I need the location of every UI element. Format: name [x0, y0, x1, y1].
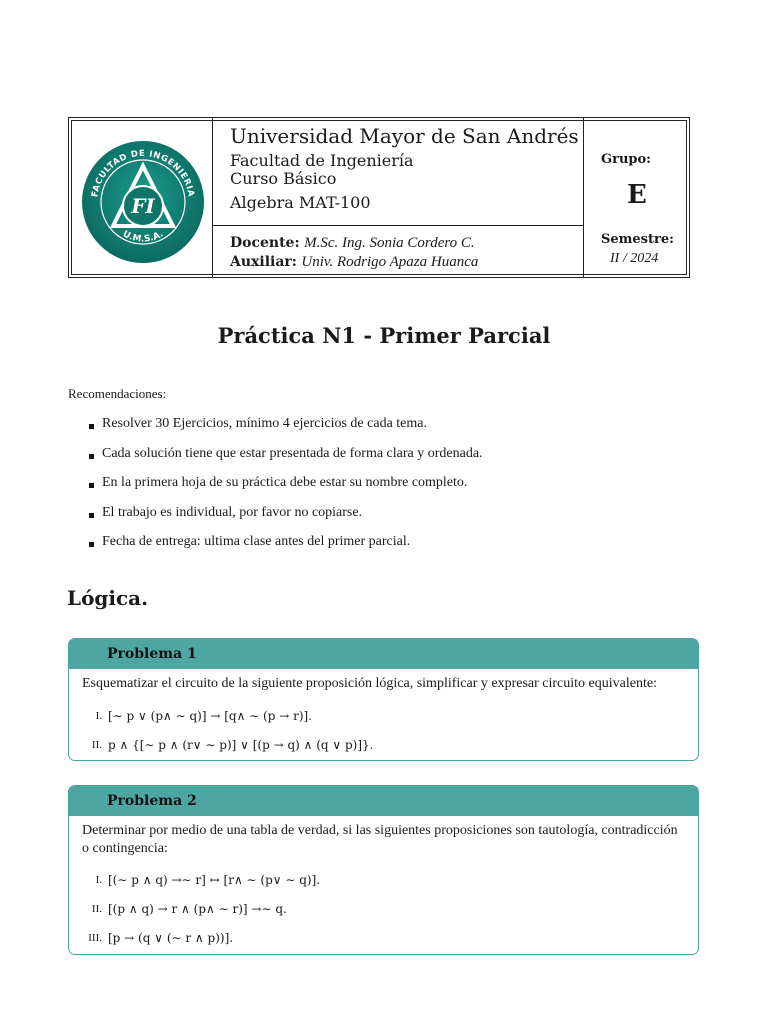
problem-statement: Esquematizar el circuito de la siguiente proposición lógica, simplificar y expresar circuito equivalente:: [82, 676, 657, 691]
page-title: Práctica N1 - Primer Parcial: [217, 323, 551, 348]
item-number: II.: [91, 903, 102, 915]
problem-title: Problema 2: [69, 786, 698, 816]
problem-box-1: [68, 638, 699, 761]
docente-row: [230, 235, 475, 252]
problem-item: [82, 900, 686, 929]
recommendation-item: En la primera hoja de su práctica debe estar su nombre completo.: [88, 475, 483, 505]
course-name: Curso Básico: [230, 169, 337, 188]
recommendations-list: [88, 416, 483, 564]
recommendation-item: Resolver 30 Ejercicios, mínimo 4 ejercicios de cada tema.: [88, 416, 483, 446]
course-header-table: [68, 117, 690, 278]
faculty-logo: [81, 140, 205, 264]
recommendation-item: El trabajo es individual, por favor no copiarse.: [88, 505, 483, 535]
docente-name: M.Sc. Ing. Sonia Cordero C.: [304, 235, 475, 251]
header-divider: [212, 225, 584, 226]
item-number: I.: [95, 709, 102, 722]
problem-item: [82, 929, 686, 955]
problem-statement: Determinar por medio de una tabla de verdad, si las siguientes proposiciones son tautología, contradicción o contingencia:: [82, 823, 678, 856]
problem-body: [69, 669, 698, 761]
faculty-block: [230, 152, 414, 212]
item-formula: [p → (q ∨ (∼ r ∧ p))].: [108, 931, 234, 945]
problem-box-2: [68, 785, 699, 955]
recommendation-item: Cada solución tiene que estar presentada de forma clara y ordenada.: [88, 446, 483, 476]
problem-item: [82, 736, 686, 762]
problem-title: Problema 1: [69, 639, 698, 669]
semestre-value: II / 2024: [610, 251, 659, 266]
auxiliar-label: Auxiliar:: [230, 254, 297, 270]
problem-body: [69, 816, 698, 955]
item-number: I.: [95, 874, 102, 886]
grupo-label: Grupo:: [601, 152, 651, 167]
recommendation-item: Fecha de entrega: ultima clase antes del primer parcial.: [88, 534, 483, 564]
header-divider: [212, 118, 213, 277]
problem-items: [82, 707, 686, 762]
item-formula: [(∼ p ∧ q) →∼ r] ↔ [r∧ ∼ (p∨ ∼ q)].: [108, 873, 321, 887]
recommendations-label: Recomendaciones:: [68, 386, 167, 401]
header-divider: [583, 118, 584, 277]
university-name: Universidad Mayor de San Andrés: [230, 124, 579, 148]
section-title: Lógica.: [67, 586, 149, 610]
item-number: II.: [91, 738, 102, 751]
logo-center-text: FI: [131, 194, 155, 218]
faculty-name: Facultad de Ingeniería: [230, 151, 414, 170]
item-formula: [∼ p ∨ (p∧ ∼ q)] → [q∧ ∼ (p → r)].: [108, 708, 312, 723]
problem-item: [82, 871, 686, 900]
docente-label: Docente:: [230, 235, 300, 251]
subject-name: Algebra MAT-100: [230, 193, 371, 212]
semestre-label: Semestre:: [601, 232, 674, 247]
auxiliar-name: Univ. Rodrigo Apaza Huanca: [301, 254, 479, 270]
grupo-value: E: [627, 180, 647, 210]
problem-item: [82, 707, 686, 736]
item-formula: p ∧ {[∼ p ∧ (r∨ ∼ p)] ∨ [(p → q) ∧ (q ∨ p)]}.: [108, 737, 374, 752]
logo-ring-text: FACULTAD DE INGENIERIA: [90, 148, 196, 198]
problem-items: [82, 871, 686, 955]
auxiliar-row: [230, 254, 478, 271]
logo-bottom-text: U.M.S.A.: [120, 229, 166, 245]
item-number: III.: [88, 932, 102, 944]
item-formula: [(p ∧ q) → r ∧ (p∧ ∼ r)] →∼ q.: [108, 902, 287, 916]
